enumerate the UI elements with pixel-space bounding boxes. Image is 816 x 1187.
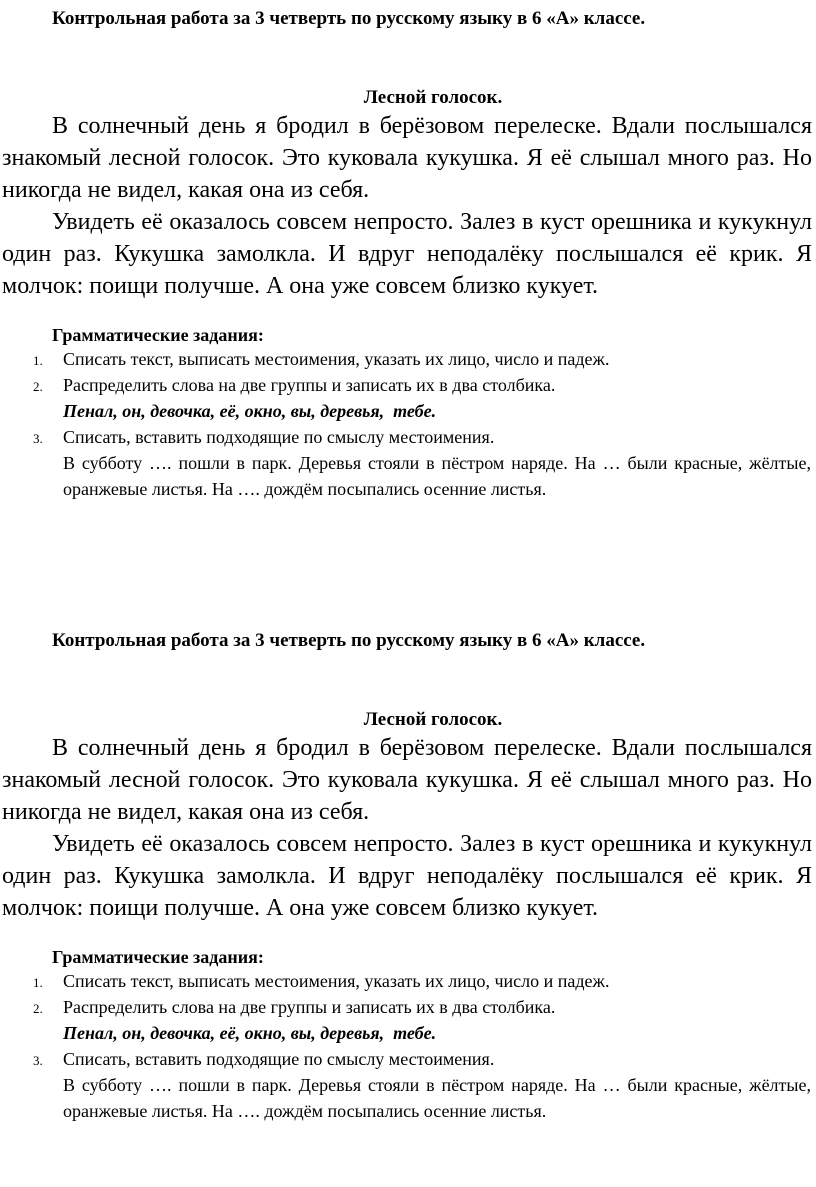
story-text — [0, 110, 812, 302]
task-2 — [0, 994, 813, 1020]
task-number: 2. — [33, 1001, 43, 1016]
tasks-heading: Грамматические задания: — [52, 325, 264, 345]
task-1 — [0, 346, 813, 372]
task-3-exercise-text: В субботу …. пошли в парк. Деревья стояли в пёстром наряде. На … были красные, жёлтые, оранжевые листья. На …. дождём посыпались осенние листья. — [63, 1075, 811, 1121]
task-1 — [0, 968, 813, 994]
task-number: 3. — [33, 1053, 43, 1068]
task-text: Списать текст, выписать местоимения, указать их лицо, число и падеж. — [63, 349, 610, 369]
story-text — [0, 732, 812, 924]
story-title: Лесной голосок. — [363, 709, 503, 730]
story-paragraph-1: В солнечный день я бродил в берёзовом перелеске. Вдали послышался знакомый лесной голосок. Это куковала кукушка. Я её слышал много раз. Но никогда не видел, какая она из себя. — [2, 113, 812, 203]
task-text: Списать текст, выписать местоимения, указать их лицо, число и падеж. — [63, 971, 610, 991]
task-number: 3. — [33, 431, 43, 446]
task-3 — [0, 1046, 813, 1072]
tasks-heading: Грамматические задания: — [52, 947, 264, 967]
task-text: Распределить слова на две группы и записать их в два столбика. — [63, 997, 556, 1017]
task-2-word-list: Пенал, он, девочка, её, окно, вы, деревья, тебе. — [63, 1023, 437, 1043]
task-text: Списать, вставить подходящие по смыслу местоимения. — [63, 427, 495, 447]
worksheet-copy-1 — [0, 0, 816, 502]
task-number: 1. — [33, 975, 43, 990]
worksheet-copy-2 — [0, 622, 816, 1124]
task-2 — [0, 372, 813, 398]
task-2-word-list: Пенал, он, девочка, её, окно, вы, деревья, тебе. — [63, 401, 437, 421]
worksheet-title: Контрольная работа за 3 четверть по русскому языку в 6 «А» классе. — [52, 630, 646, 651]
story-paragraph-2: Увидеть её оказалось совсем непросто. Залез в куст орешника и кукукнул один раз. Кукушка замолкла. И вдруг неподалёку послышался её крик. Я молчок: поищи получше. А она уже совсем близко кукует. — [2, 831, 812, 921]
task-number: 1. — [33, 353, 43, 368]
task-number: 2. — [33, 379, 43, 394]
task-3-exercise-text: В субботу …. пошли в парк. Деревья стояли в пёстром наряде. На … были красные, жёлтые, оранжевые листья. На …. дождём посыпались осенние листья. — [63, 453, 811, 499]
task-text: Списать, вставить подходящие по смыслу местоимения. — [63, 1049, 495, 1069]
story-paragraph-2: Увидеть её оказалось совсем непросто. Залез в куст орешника и кукукнул один раз. Кукушка замолкла. И вдруг неподалёку послышался её крик. Я молчок: поищи получше. А она уже совсем близко кукует. — [2, 209, 812, 299]
task-text: Распределить слова на две группы и записать их в два столбика. — [63, 375, 556, 395]
worksheet-title: Контрольная работа за 3 четверть по русскому языку в 6 «А» классе. — [52, 8, 646, 29]
story-paragraph-1: В солнечный день я бродил в берёзовом перелеске. Вдали послышался знакомый лесной голосок. Это куковала кукушка. Я её слышал много раз. Но никогда не видел, какая она из себя. — [2, 735, 812, 825]
story-title: Лесной голосок. — [363, 87, 503, 108]
task-3 — [0, 424, 813, 450]
